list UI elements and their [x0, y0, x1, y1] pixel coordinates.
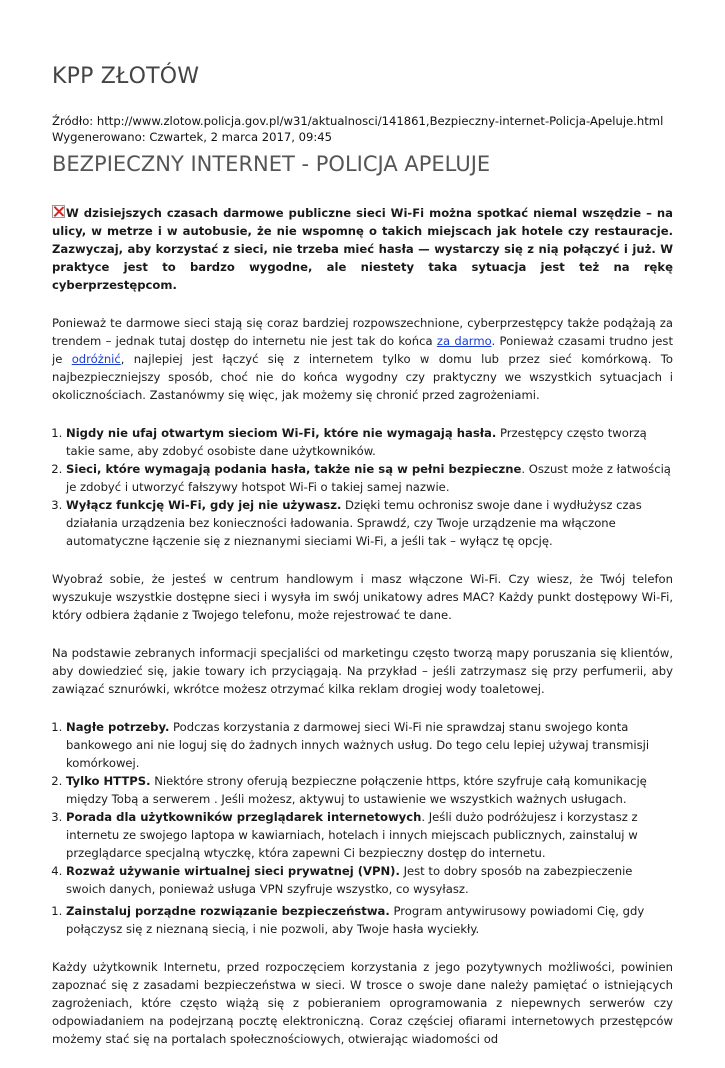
article-title: BEZPIECZNY INTERNET - POLICJA APELUJE — [52, 152, 491, 176]
list-item-text: Jest to dobry sposób na zabezpieczenie swoich danych, ponieważ usługa VPN szyfruje wszystko, co wysyłasz. — [66, 864, 633, 896]
list-item-bold: Zainstaluj porządne rozwiązanie bezpieczeństwa. — [66, 904, 390, 918]
list-item-bold: Nagłe potrzeby. — [66, 720, 170, 734]
list-item-bold: Sieci, które wymagają podania hasła, także nie są w pełni bezpieczne — [66, 462, 522, 476]
list-item — [66, 460, 673, 496]
list-item-text: . Oszust może z łatwością je zdobyć i utworzyć fałszywy hotspot Wi-Fi o takiej samej nazwie. — [66, 462, 671, 494]
list-item-text: Dzięki temu ochronisz swoje dane i wydłużysz czas działania urządzenia bez konieczności ładowania. Sprawdź, czy Twoje urządzenie ma włączone automatyczne łączenie się z nieznanymi sieciami Wi-Fi, a jeśli tak – wyłącz tę opcję. — [66, 498, 642, 548]
lead-paragraph — [52, 204, 673, 294]
paragraph-4: Każdy użytkownik Internetu, przed rozpoczęciem korzystania z jego pozytywnych możliwości, powinien zapoznać się z zasadami bezpieczeństwa w sieci. W trosce o swoje dane należy pamiętać o istniejących zagrożeniach, które często wiążą się z pobieraniem oprogramowania z niepewnych serwerów czy odpowiadaniem na podejrzaną pocztę elektroniczną. Coraz częściej ofiarami internetowych przestępców możemy stać się na portalach społecznościowych, otwierając wiadomości od — [52, 960, 673, 1046]
paragraph-2: Wyobraź sobie, że jesteś w centrum handlowym i masz włączone Wi-Fi. Czy wiesz, że Twój telefon wyszukuje wszystkie dostępne sieci i wysyła im swój unikatowy adres MAC? Każdy punkt dostępowy Wi-Fi, który odbiera żądanie z Twojego telefonu, może rejestrować te dane. — [52, 572, 673, 622]
list-item-text: . Jeśli dużo podróżujesz i korzystasz z internetu ze swojego laptopa w kawiarniach, hotelach i innych miejscach publicznych, zainstaluj w przeglądarce specjalną wtyczkę, która zapewni Ci bezpieczny dostęp do internetu. — [66, 810, 638, 860]
tips-list-3 — [52, 902, 673, 938]
link-odroznic[interactable]: odróżnić — [71, 352, 121, 366]
list-item-bold: Wyłącz funkcję Wi-Fi, gdy jej nie używasz. — [66, 498, 342, 512]
generated-line: Wygenerowano: Czwartek, 2 marca 2017, 09:45 — [52, 129, 333, 144]
list-item — [66, 772, 673, 808]
list-item — [66, 862, 673, 898]
paragraph-1 — [52, 314, 673, 404]
broken-image-icon — [52, 205, 65, 218]
list-item-text: Przestępcy często tworzą takie same, aby zdobyć osobiste dane użytkowników. — [66, 426, 647, 458]
list-item-bold: Nigdy nie ufaj otwartym sieciom Wi-Fi, które nie wymagają hasła. — [66, 426, 497, 440]
article-body — [52, 204, 673, 1068]
list-item — [66, 496, 673, 550]
tips-list-1 — [52, 424, 673, 550]
list-item-bold: Porada dla użytkowników przeglądarek internetowych — [66, 810, 422, 824]
list-item — [66, 902, 673, 938]
source-meta — [52, 114, 663, 145]
list-item-text: Niektóre strony oferują bezpieczne połączenie https, które szyfruje całą komunikację między Tobą a serwerem . Jeśli możesz, aktywuj to ustawienie we wszystkich ważnych usługach. — [66, 774, 647, 806]
source-line: Źródło: http://www.zlotow.policja.gov.pl/w31/aktualnosci/141861,Bezpieczny-internet-Policja-Apeluje.html — [52, 114, 664, 128]
list-item — [66, 718, 673, 772]
site-title: KPP ZŁOTÓW — [52, 64, 200, 89]
paragraph-1-text-a: Ponieważ te darmowe sieci stają się coraz bardziej rozpowszechnione, cyberprzestępcy także podążają za trendem – jednak tutaj dostęp do internetu nie jest tak do końca — [52, 316, 673, 348]
list-item — [66, 424, 673, 460]
list-item-text: Podczas korzystania z darmowej sieci Wi-Fi nie sprawdzaj stanu swojego konta bankowego ani nie loguj się do żadnych innych ważnych usług. Do tego celu lepiej używaj transmisji komórkowej. — [66, 720, 650, 770]
paragraph-1-text-b: . Ponieważ czasami trudno jest je — [52, 334, 673, 366]
list-item-text: Program antywirusowy powiadomi Cię, gdy połączysz się z nieznaną siecią, i nie pozwoli, aby Twoje hasła wyciekły. — [66, 904, 645, 936]
lead-text: W dzisiejszych czasach darmowe publiczne sieci Wi-Fi można spotkać niemal wszędzie – na ulicy, w metrze i w autobusie, że nie wspomnę o takich miejscach jak hotele czy restauracje. Zazwyczaj, aby korzystać z sieci, nie trzeba mieć hasła — wystarczy się z nią połączyć i już. W praktyce jest to bardzo wygodne, ale niestety taka sytuacja jest też na rękę cyberprzestępcom. — [52, 206, 673, 292]
tips-list-2 — [52, 718, 673, 898]
list-item-bold: Rozważ używanie wirtualnej sieci prywatnej (VPN). — [66, 864, 400, 878]
paragraph-1-text-c: , najlepiej jest łączyć się z internetem tylko w domu lub przez sieć komórkową. To najbezpieczniejszy sposób, choć nie do końca wygodny czy praktyczny we wszystkich sytuacjach i okolicznościach. Zastanówmy się więc, jak możemy się chronić przed zagrożeniami. — [52, 352, 673, 402]
list-item-bold: Tylko HTTPS. — [66, 774, 151, 788]
paragraph-3: Na podstawie zebranych informacji specjaliści od marketingu często tworzą mapy poruszania się klientów, aby dowiedzieć się, jakie towary ich przyciągają. Na przykład – jeśli zatrzymasz się przy perfumerii, aby zawiązać sznurówki, wkrótce możesz otrzymać kilka reklam drogiej wody toaletowej. — [52, 646, 673, 696]
list-item — [66, 808, 673, 862]
link-za-darmo[interactable]: za darmo — [436, 334, 492, 348]
